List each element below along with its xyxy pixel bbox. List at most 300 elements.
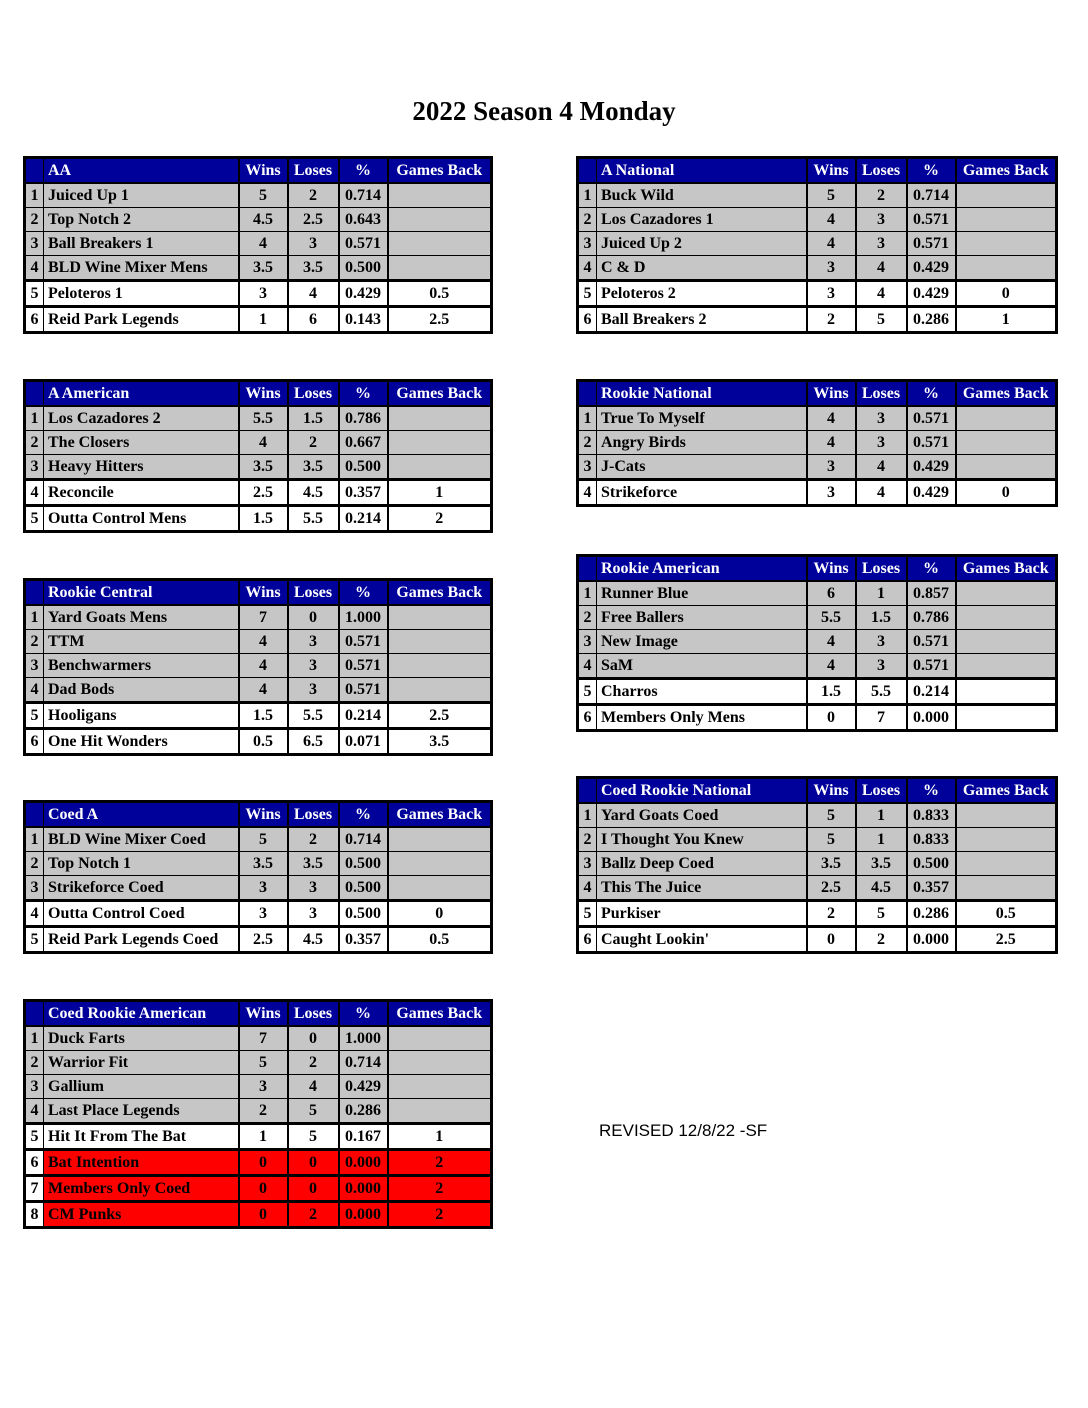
wins-cell: 3 [807,480,856,506]
wins-cell: 5 [807,803,856,828]
wins-cell: 0 [239,1176,288,1202]
wins-cell: 3 [239,901,288,927]
pct-cell: 0.500 [339,256,388,281]
rank-cell: 5 [25,1124,44,1150]
standings-table-coed-a [23,800,493,954]
team-cell: Strikeforce Coed [44,876,239,901]
wins-header: Wins [807,381,856,407]
team-cell: Free Ballers [597,606,807,630]
wins-cell: 1.5 [807,679,856,705]
pct-cell: 0.500 [339,901,388,927]
games-back-cell [956,803,1057,828]
rank-cell: 1 [578,406,597,431]
team-cell: Dad Bods [44,678,239,703]
games-back-cell [388,208,492,232]
wins-cell: 2.5 [807,876,856,901]
loses-cell: 1 [856,828,907,852]
rank-cell: 4 [25,1099,44,1124]
games-back-cell: 2.5 [388,703,492,729]
loses-cell: 3 [856,406,907,431]
table-row [25,876,492,901]
team-cell: Caught Lookin' [597,927,807,953]
table-row [578,281,1057,307]
games-back-cell: 2 [388,1150,492,1176]
rank-cell: 2 [25,630,44,654]
rank-cell: 2 [578,606,597,630]
rank-header [25,1001,44,1027]
wins-cell: 3 [239,281,288,307]
rank-cell: 6 [578,927,597,953]
rank-cell: 6 [25,1150,44,1176]
loses-cell: 4 [856,455,907,480]
table-row [25,703,492,729]
loses-cell: 4 [856,256,907,281]
team-cell: Members Only Mens [597,705,807,731]
games-back-header: Games Back [956,778,1057,804]
team-cell: Peloteros 1 [44,281,239,307]
loses-header: Loses [288,158,339,184]
loses-cell: 3 [288,876,339,901]
rank-header [578,556,597,582]
wins-cell: 4 [239,431,288,455]
rank-cell: 3 [578,852,597,876]
games-back-header: Games Back [388,580,492,606]
loses-header: Loses [856,381,907,407]
table-row [578,480,1057,506]
rank-cell: 3 [578,455,597,480]
loses-cell: 6 [288,307,339,333]
rank-header [25,580,44,606]
team-cell: I Thought You Knew [597,828,807,852]
pct-cell: 0.000 [339,1150,388,1176]
pct-cell: 0.571 [907,406,956,431]
table-row [578,256,1057,281]
loses-cell: 3 [856,208,907,232]
table-row [25,232,492,256]
rank-cell: 5 [25,703,44,729]
table-row [25,901,492,927]
pct-cell: 0.857 [907,581,956,606]
header-row [25,580,492,606]
loses-cell: 5 [288,1124,339,1150]
pct-cell: 0.429 [907,281,956,307]
team-cell: Los Cazadores 2 [44,406,239,431]
rank-cell: 3 [25,232,44,256]
loses-cell: 3 [856,232,907,256]
games-back-cell: 3.5 [388,729,492,755]
games-back-cell [388,852,492,876]
rank-cell: 5 [25,281,44,307]
rank-cell: 1 [578,803,597,828]
pct-cell: 0.286 [339,1099,388,1124]
division-title: AA [44,158,239,184]
team-cell: Bat Intention [44,1150,239,1176]
pct-header: % [339,1001,388,1027]
pct-cell: 0.429 [339,1075,388,1099]
loses-cell: 5.5 [288,506,339,532]
games-back-cell [956,256,1057,281]
team-cell: Reid Park Legends Coed [44,927,239,953]
table-row [578,876,1057,901]
wins-cell: 4 [807,630,856,654]
pct-cell: 0.571 [907,654,956,679]
loses-cell: 2 [856,927,907,953]
loses-cell: 5.5 [288,703,339,729]
pct-cell: 0.571 [907,232,956,256]
team-cell: Outta Control Coed [44,901,239,927]
rank-cell: 1 [25,1026,44,1051]
team-cell: CM Punks [44,1202,239,1228]
rank-cell: 6 [25,307,44,333]
rank-cell: 3 [25,1075,44,1099]
team-cell: Angry Birds [597,431,807,455]
loses-cell: 1 [856,803,907,828]
rank-cell: 4 [25,480,44,506]
wins-cell: 0 [807,927,856,953]
pct-cell: 0.500 [339,455,388,480]
wins-cell: 7 [239,1026,288,1051]
games-back-cell [388,630,492,654]
table-row [578,679,1057,705]
wins-cell: 2.5 [239,927,288,953]
pct-cell: 0.714 [339,827,388,852]
games-back-cell [388,1075,492,1099]
rank-header [578,381,597,407]
table-row [578,455,1057,480]
pct-header: % [907,778,956,804]
loses-cell: 3 [288,232,339,256]
games-back-cell: 2.5 [388,307,492,333]
games-back-cell: 0.5 [388,281,492,307]
wins-cell: 3 [807,455,856,480]
games-back-cell: 2 [388,506,492,532]
loses-cell: 5 [856,307,907,333]
rank-cell: 5 [578,679,597,705]
team-cell: Members Only Coed [44,1176,239,1202]
division-title: Coed Rookie National [597,778,807,804]
table-row [25,927,492,953]
pct-cell: 0.571 [907,208,956,232]
table-row [25,506,492,532]
pct-cell: 0.786 [907,606,956,630]
table-row [578,852,1057,876]
table-row [25,307,492,333]
pct-cell: 0.429 [907,256,956,281]
rank-cell: 1 [25,183,44,208]
loses-cell: 2 [288,827,339,852]
rank-header [578,158,597,184]
rank-cell: 3 [578,630,597,654]
loses-cell: 6.5 [288,729,339,755]
loses-cell: 3 [288,901,339,927]
games-back-header: Games Back [388,802,492,828]
loses-cell: 7 [856,705,907,731]
games-back-cell: 2.5 [956,927,1057,953]
table-row [25,183,492,208]
table-row [578,901,1057,927]
pct-cell: 0.071 [339,729,388,755]
loses-cell: 0 [288,605,339,630]
pct-cell: 0.286 [907,307,956,333]
standings-table-rookie-national [576,379,1058,507]
rank-header [25,381,44,407]
pct-cell: 0.643 [339,208,388,232]
team-cell: Hooligans [44,703,239,729]
rank-cell: 6 [578,307,597,333]
team-cell: Warrior Fit [44,1051,239,1075]
wins-cell: 2 [239,1099,288,1124]
loses-cell: 3.5 [288,256,339,281]
pct-cell: 0.429 [907,455,956,480]
team-cell: BLD Wine Mixer Coed [44,827,239,852]
team-cell: New Image [597,630,807,654]
wins-cell: 3 [807,256,856,281]
table-row [25,480,492,506]
pct-cell: 0.571 [907,431,956,455]
rank-cell: 2 [578,208,597,232]
rank-cell: 2 [25,208,44,232]
loses-cell: 5.5 [856,679,907,705]
team-cell: J-Cats [597,455,807,480]
header-row [578,556,1057,582]
table-row [578,927,1057,953]
rank-header [578,778,597,804]
rank-cell: 2 [578,828,597,852]
table-row [25,208,492,232]
standings-table-coed-rookie-american [23,999,493,1229]
header-row [25,381,492,407]
games-back-cell [388,827,492,852]
games-back-cell [388,406,492,431]
wins-cell: 4 [807,431,856,455]
loses-cell: 3 [856,630,907,654]
wins-cell: 3.5 [239,256,288,281]
pct-cell: 0.357 [339,927,388,953]
rank-cell: 7 [25,1176,44,1202]
table-row [578,803,1057,828]
loses-cell: 2 [288,1202,339,1228]
wins-cell: 3.5 [239,852,288,876]
standings-table-rookie-central [23,578,493,756]
team-cell: Los Cazadores 1 [597,208,807,232]
pct-header: % [907,556,956,582]
pct-cell: 0.286 [907,901,956,927]
games-back-cell [956,581,1057,606]
games-back-cell: 2 [388,1176,492,1202]
team-cell: Ball Breakers 1 [44,232,239,256]
wins-cell: 3.5 [807,852,856,876]
loses-header: Loses [856,158,907,184]
rank-cell: 4 [578,876,597,901]
table-row [578,606,1057,630]
team-cell: Yard Goats Mens [44,605,239,630]
games-back-cell: 0 [956,480,1057,506]
rank-cell: 1 [578,183,597,208]
division-title: Rookie National [597,381,807,407]
games-back-cell [956,654,1057,679]
games-back-cell [388,678,492,703]
wins-cell: 0 [807,705,856,731]
games-back-header: Games Back [388,158,492,184]
wins-cell: 2 [807,901,856,927]
division-title: A National [597,158,807,184]
team-cell: Juiced Up 1 [44,183,239,208]
table-row [578,431,1057,455]
team-cell: Gallium [44,1075,239,1099]
table-row [578,828,1057,852]
pct-header: % [339,802,388,828]
rank-cell: 2 [25,852,44,876]
rank-cell: 3 [25,455,44,480]
team-cell: BLD Wine Mixer Mens [44,256,239,281]
rank-cell: 3 [25,654,44,678]
wins-cell: 6 [807,581,856,606]
rank-cell: 3 [578,232,597,256]
pct-cell: 0.500 [907,852,956,876]
pct-header: % [339,158,388,184]
table-row [578,581,1057,606]
games-back-header: Games Back [956,381,1057,407]
rank-cell: 5 [25,927,44,953]
table-row [25,1150,492,1176]
pct-cell: 0.714 [339,1051,388,1075]
wins-header: Wins [239,1001,288,1027]
pct-cell: 0.357 [339,480,388,506]
games-back-cell [956,876,1057,901]
loses-cell: 4 [856,480,907,506]
wins-header: Wins [239,381,288,407]
loses-cell: 4 [856,281,907,307]
loses-header: Loses [856,778,907,804]
team-cell: Charros [597,679,807,705]
pct-cell: 0.143 [339,307,388,333]
team-cell: Top Notch 2 [44,208,239,232]
wins-header: Wins [239,802,288,828]
wins-cell: 1 [239,1124,288,1150]
division-title: Rookie American [597,556,807,582]
table-row [25,455,492,480]
wins-cell: 4 [807,654,856,679]
games-back-cell [388,605,492,630]
rank-cell: 5 [578,901,597,927]
loses-cell: 4.5 [856,876,907,901]
loses-cell: 3 [288,654,339,678]
wins-cell: 4 [807,406,856,431]
team-cell: True To Myself [597,406,807,431]
rank-cell: 2 [25,1051,44,1075]
table-row [25,852,492,876]
team-cell: Duck Farts [44,1026,239,1051]
loses-cell: 4 [288,281,339,307]
team-cell: Yard Goats Coed [597,803,807,828]
table-row [25,605,492,630]
team-cell: Purkiser [597,901,807,927]
wins-cell: 5.5 [239,406,288,431]
games-back-cell [956,183,1057,208]
division-title: A American [44,381,239,407]
team-cell: Strikeforce [597,480,807,506]
games-back-cell [388,654,492,678]
games-back-header: Games Back [388,1001,492,1027]
table-row [25,1124,492,1150]
wins-cell: 1.5 [239,506,288,532]
games-back-cell [956,852,1057,876]
wins-cell: 3 [239,876,288,901]
loses-cell: 2 [856,183,907,208]
wins-cell: 2 [807,307,856,333]
pct-cell: 0.571 [339,232,388,256]
wins-header: Wins [807,158,856,184]
wins-cell: 5 [807,828,856,852]
table-row [25,654,492,678]
loses-cell: 1.5 [856,606,907,630]
rank-cell: 1 [25,827,44,852]
rank-cell: 1 [578,581,597,606]
table-row [578,232,1057,256]
games-back-cell: 2 [388,1202,492,1228]
rank-cell: 8 [25,1202,44,1228]
pct-cell: 0.000 [907,705,956,731]
pct-header: % [339,381,388,407]
loses-cell: 2 [288,431,339,455]
table-row [25,1051,492,1075]
standings-table-coed-rookie-national [576,776,1058,954]
pct-header: % [339,580,388,606]
pct-cell: 0.429 [339,281,388,307]
wins-header: Wins [239,158,288,184]
games-back-header: Games Back [956,158,1057,184]
games-back-cell [956,705,1057,731]
standings-table-a-american [23,379,493,533]
table-row [25,678,492,703]
games-back-cell: 0.5 [388,927,492,953]
games-back-cell [956,208,1057,232]
team-cell: One Hit Wonders [44,729,239,755]
pct-cell: 0.667 [339,431,388,455]
rank-cell: 6 [578,705,597,731]
loses-cell: 0 [288,1176,339,1202]
loses-cell: 1.5 [288,406,339,431]
games-back-cell [388,232,492,256]
loses-header: Loses [288,381,339,407]
games-back-cell: 0 [388,901,492,927]
loses-header: Loses [856,556,907,582]
wins-cell: 5.5 [807,606,856,630]
games-back-cell [956,828,1057,852]
team-cell: Juiced Up 2 [597,232,807,256]
loses-header: Loses [288,580,339,606]
pct-cell: 0.000 [339,1202,388,1228]
rank-cell: 4 [578,256,597,281]
rank-cell: 6 [25,729,44,755]
games-back-cell [388,431,492,455]
loses-header: Loses [288,1001,339,1027]
games-back-cell [956,606,1057,630]
table-row [578,654,1057,679]
pct-header: % [907,381,956,407]
pct-cell: 1.000 [339,1026,388,1051]
games-back-cell [956,431,1057,455]
division-title: Coed A [44,802,239,828]
wins-cell: 5 [239,827,288,852]
loses-cell: 3 [288,630,339,654]
pct-cell: 0.571 [339,654,388,678]
standings-table-a-national [576,156,1058,334]
games-back-cell [388,256,492,281]
rank-cell: 4 [25,256,44,281]
wins-cell: 1.5 [239,703,288,729]
pct-cell: 0.357 [907,876,956,901]
